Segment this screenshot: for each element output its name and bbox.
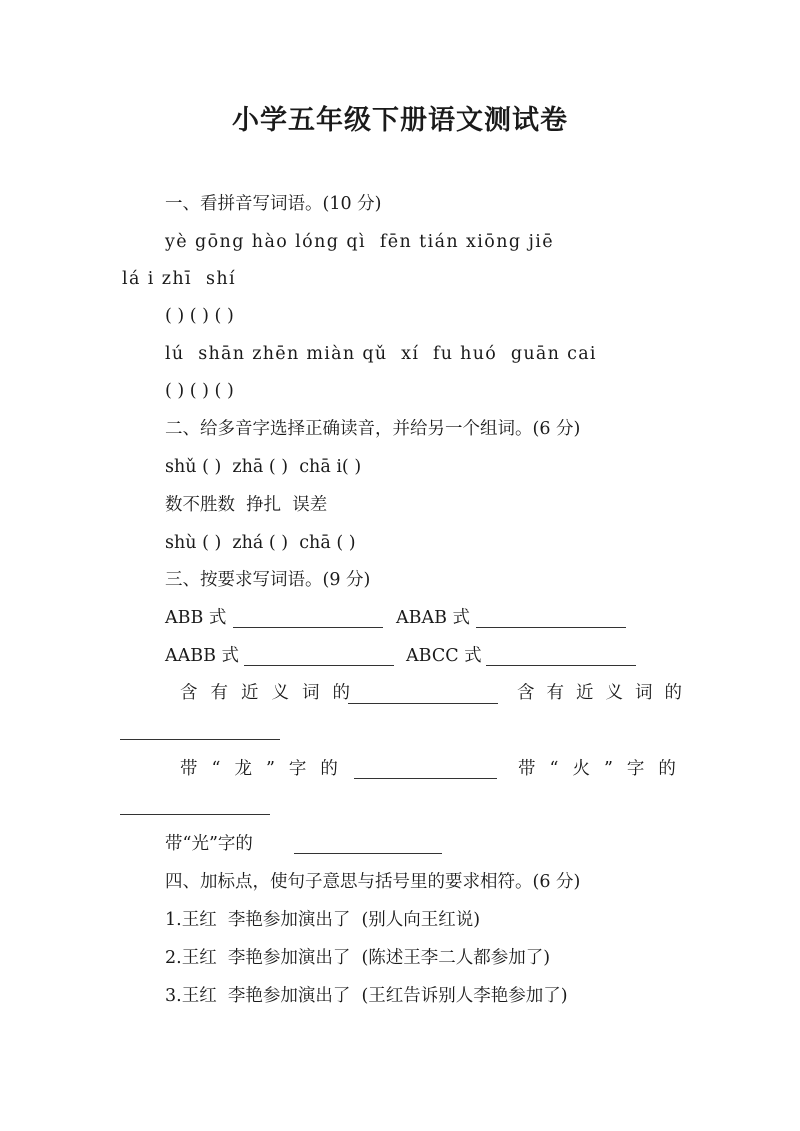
dragon-answer-line[interactable] [354,778,497,779]
section-2-heading: 二、给多音字选择正确读音，并给另一个组词。(6 分) [165,419,581,439]
polyphone-words: 数不胜数 挣扎 误差 [165,495,328,515]
abcc-label: ABCC 式 [406,646,482,666]
page-title: 小学五年级下册语文测试卷 [232,105,568,136]
abb-label: ABB 式 [165,608,227,628]
synonym-label-right: 含有近义词的 [517,683,694,703]
abcc-answer-line[interactable] [486,665,636,666]
polyphone-row-2[interactable]: shù ( ) zhá ( ) chā ( ) [165,533,356,553]
abab-answer-line[interactable] [476,627,626,628]
polyphone-row-1[interactable]: shǔ ( ) zhā ( ) chā i( ) [165,457,362,477]
section-1-heading: 一、看拼音写词语。(10 分) [165,194,382,214]
synonym-label-left: 含有近义词的 [180,683,363,703]
sentence-3: 3.王红 李艳参加演出了 (王红告诉别人李艳参加了) [165,986,568,1006]
light-answer-line[interactable] [294,853,442,854]
fire-label: 带“火”字的 [518,759,690,779]
pinyin-line-1a: yè gōng hào lóng qì fēn tián xiōng jiē [165,232,555,252]
light-label: 带“光”字的 [165,834,253,854]
pinyin-line-1b: lá i zhī shí [122,269,237,289]
synonym-answer-line-1[interactable] [348,703,498,704]
section-4-heading: 四、加标点，使句子意思与括号里的要求相符。(6 分) [165,872,581,892]
pinyin-line-2: lú shān zhēn miàn qǔ xí fu huó guān cai [165,344,597,364]
section-3-heading: 三、按要求写词语。(9 分) [165,570,371,590]
fire-answer-line[interactable] [120,814,270,815]
abb-answer-line[interactable] [233,627,383,628]
sentence-2: 2.王红 李艳参加演出了 (陈述王李二人都参加了) [165,948,551,968]
abab-label: ABAB 式 [396,608,471,628]
sentence-1: 1.王红 李艳参加演出了 (别人向王红说) [165,910,481,930]
aabb-answer-line[interactable] [244,665,394,666]
answer-blanks-2[interactable]: ( ) ( ) ( ) [165,381,234,401]
synonym-answer-line-2[interactable] [120,739,280,740]
answer-blanks-1[interactable]: ( ) ( ) ( ) [165,306,234,326]
dragon-label: 带“龙”字的 [180,759,352,779]
aabb-label: AABB 式 [165,646,240,666]
